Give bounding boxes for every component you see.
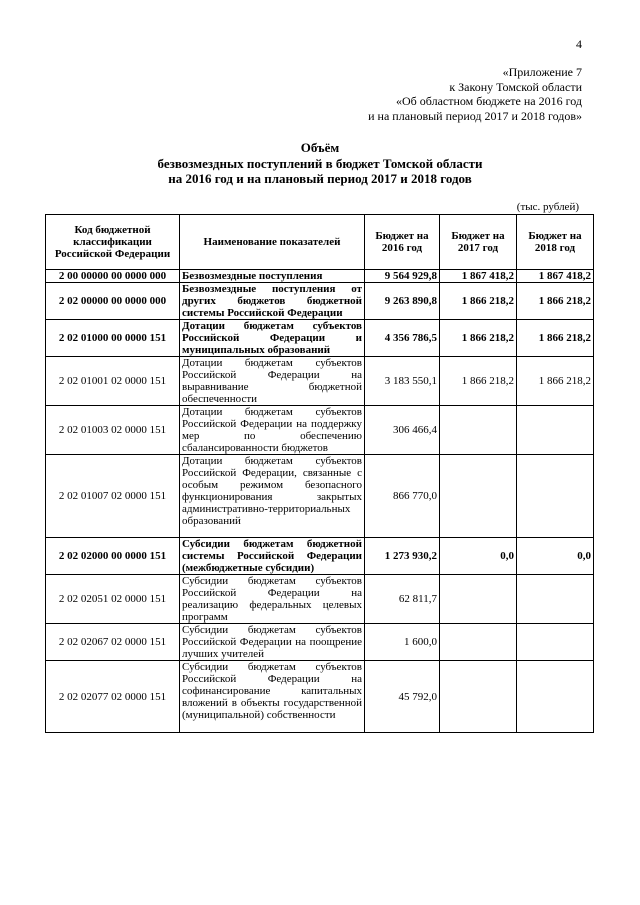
row-value-2016: 1 273 930,2 — [365, 538, 440, 575]
row-code: 2 02 01007 02 0000 151 — [46, 455, 180, 538]
row-value-2017: 0,0 — [440, 538, 517, 575]
row-value-2017: 1 866 218,2 — [440, 320, 517, 357]
appendix-reference — [368, 65, 582, 123]
header-2018: Бюджет на 2018 год — [517, 215, 594, 270]
row-value-2018: 1 866 218,2 — [517, 320, 594, 357]
units-note: (тыс. рублей) — [516, 201, 579, 213]
row-code: 2 02 01003 02 0000 151 — [46, 406, 180, 455]
row-value-2016: 306 466,4 — [365, 406, 440, 455]
row-value-2018: 1 867 418,2 — [517, 270, 594, 283]
page-number: 4 — [576, 37, 582, 51]
row-value-2018: 1 866 218,2 — [517, 283, 594, 320]
appendix-line: к Закону Томской области — [449, 79, 582, 94]
title-line: на 2016 год и на плановый период 2017 и 2018 годов — [168, 171, 472, 186]
row-value-2018: 0,0 — [517, 538, 594, 575]
appendix-line: «Приложение 7 — [502, 65, 582, 79]
row-value-2018 — [517, 455, 594, 538]
row-value-2016: 62 811,7 — [365, 575, 440, 624]
row-code: 2 02 00000 00 0000 000 — [46, 283, 180, 320]
row-value-2017 — [440, 624, 517, 661]
row-value-2017: 1 866 218,2 — [440, 357, 517, 406]
row-name: Субсидии бюджетам субъектов Российской Федерации на поощрение лучших учителей — [180, 624, 365, 661]
header-code: Код бюджетной классификации Российской Федерации — [46, 215, 180, 270]
row-name: Безвозмездные поступления — [180, 270, 365, 283]
row-value-2018 — [517, 406, 594, 455]
title-line: Объём — [300, 140, 340, 155]
row-value-2016: 9 263 890,8 — [365, 283, 440, 320]
row-value-2017: 1 866 218,2 — [440, 283, 517, 320]
row-value-2017 — [440, 575, 517, 624]
table-row — [46, 357, 594, 406]
row-value-2017 — [440, 406, 517, 455]
row-code: 2 02 01001 02 0000 151 — [46, 357, 180, 406]
row-code: 2 02 02051 02 0000 151 — [46, 575, 180, 624]
row-value-2016: 866 770,0 — [365, 455, 440, 538]
row-name: Субсидии бюджетам субъектов Российской Федерации на реализацию федеральных целевых программ — [180, 575, 365, 624]
row-value-2016: 9 564 929,8 — [365, 270, 440, 283]
row-code: 2 02 02067 02 0000 151 — [46, 624, 180, 661]
row-name: Субсидии бюджетам субъектов Российской Федерации на софинансирование капитальных вложений в объекты государственной (муниципальной) собственности — [180, 661, 365, 733]
budget-table — [45, 214, 594, 733]
row-name: Дотации бюджетам субъектов Российской Федерации и муниципальных образований — [180, 320, 365, 357]
row-name: Субсидии бюджетам бюджетной системы Российской Федерации (межбюджетные субсидии) — [180, 538, 365, 575]
row-code: 2 02 01000 00 0000 151 — [46, 320, 180, 357]
table-row — [46, 270, 594, 283]
table-header-row — [46, 215, 594, 270]
row-value-2017: 1 867 418,2 — [440, 270, 517, 283]
document-title — [0, 140, 640, 187]
table-row — [46, 455, 594, 538]
row-value-2016: 45 792,0 — [365, 661, 440, 733]
table-row — [46, 575, 594, 624]
row-value-2018 — [517, 661, 594, 733]
table-row — [46, 538, 594, 575]
row-name: Безвозмездные поступления от других бюджетов бюджетной системы Российской Федерации — [180, 283, 365, 320]
row-name: Дотации бюджетам субъектов Российской Федерации на выравнивание бюджетной обеспеченности — [180, 357, 365, 406]
header-name: Наименование показателей — [180, 215, 365, 270]
row-code: 2 02 02077 02 0000 151 — [46, 661, 180, 733]
appendix-line: «Об областном бюджете на 2016 год — [396, 94, 582, 108]
row-name: Дотации бюджетам субъектов Российской Федерации, связанные с особым режимом безопасного функционирования закрытых административно-территориальных образований — [180, 455, 365, 538]
row-value-2017 — [440, 455, 517, 538]
header-2017: Бюджет на 2017 год — [440, 215, 517, 270]
row-value-2016: 3 183 550,1 — [365, 357, 440, 406]
row-code: 2 02 02000 00 0000 151 — [46, 538, 180, 575]
row-value-2016: 1 600,0 — [365, 624, 440, 661]
row-value-2016: 4 356 786,5 — [365, 320, 440, 357]
header-2016: Бюджет на 2016 год — [365, 215, 440, 270]
row-value-2018: 1 866 218,2 — [517, 357, 594, 406]
row-value-2017 — [440, 661, 517, 733]
row-value-2018 — [517, 575, 594, 624]
table-row — [46, 406, 594, 455]
row-code: 2 00 00000 00 0000 000 — [46, 270, 180, 283]
appendix-line: и на плановый период 2017 и 2018 годов» — [368, 108, 582, 123]
row-value-2018 — [517, 624, 594, 661]
table-row — [46, 320, 594, 357]
row-name: Дотации бюджетам субъектов Российской Федерации на поддержку мер по обеспечению сбалансированности бюджетов — [180, 406, 365, 455]
table-row — [46, 661, 594, 733]
table-row — [46, 624, 594, 661]
table-row — [46, 283, 594, 320]
title-line: безвозмездных поступлений в бюджет Томской области — [157, 155, 483, 171]
